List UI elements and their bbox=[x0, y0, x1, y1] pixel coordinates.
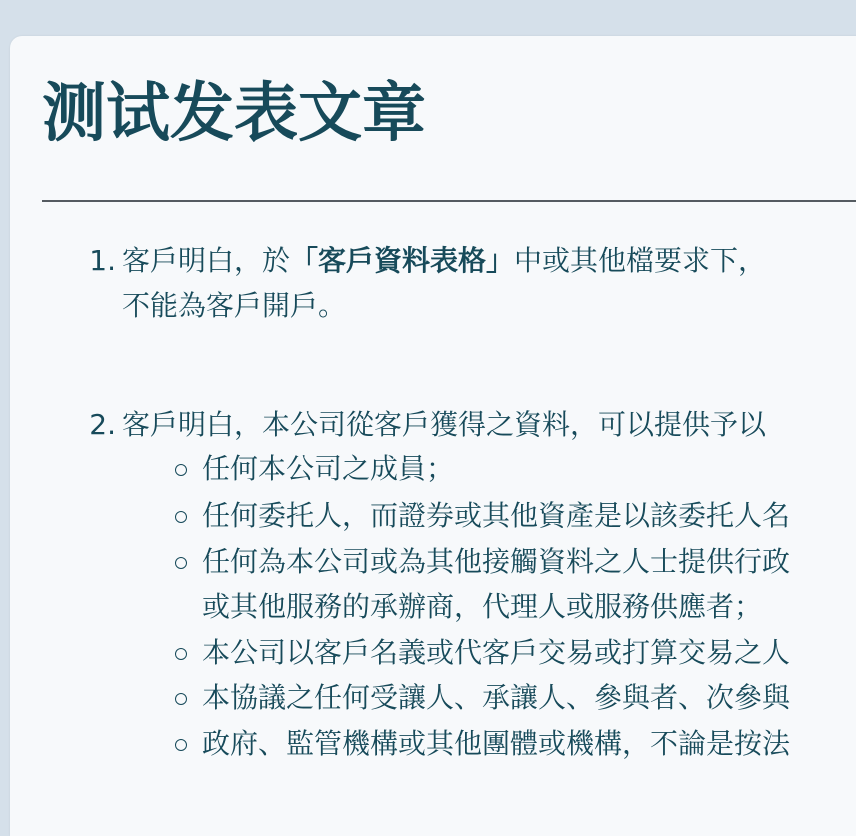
bullet-circle-icon bbox=[175, 557, 187, 569]
article-body bbox=[10, 36, 856, 836]
article-card bbox=[10, 36, 856, 836]
bullet-circle-icon bbox=[175, 739, 187, 751]
sub-list-item: 本公司以客戶名義或代客戶交易或打算交易之人 bbox=[202, 636, 791, 669]
list-item-text: 客戶明白，本公司從客戶獲得之資料，可以提供予以 bbox=[122, 408, 767, 441]
sub-list-item-continued: 或其他服務的承辦商，代理人或服務供應者； bbox=[202, 590, 763, 623]
sub-list-item: 本協議之任何受讓人、承讓人、參與者、次參與 bbox=[202, 681, 791, 714]
list-item-number: 1. bbox=[89, 244, 116, 277]
sub-list-item: 任何為本公司或為其他接觸資料之人士提供行政 bbox=[202, 545, 791, 578]
bullet-circle-icon bbox=[175, 464, 187, 476]
emphasized-term: 「客戶資料表格」 bbox=[290, 244, 515, 277]
list-item-number: 2. bbox=[89, 408, 116, 441]
bullet-circle-icon bbox=[175, 693, 187, 705]
sub-list-item: 任何委托人，而證券或其他資產是以該委托人名 bbox=[202, 499, 791, 532]
list-item-text-suffix: 中或其他檔要求下， bbox=[514, 244, 767, 277]
bullet-circle-icon bbox=[175, 511, 187, 523]
page-title: 测试发表文章 bbox=[42, 77, 426, 151]
list-item-text-continued: 不能為客戶開戶。 bbox=[122, 289, 347, 322]
sub-list-item: 任何本公司之成員； bbox=[202, 452, 455, 485]
bullet-circle-icon bbox=[175, 648, 187, 660]
list-item-text-prefix: 客戶明白，於 bbox=[122, 244, 291, 277]
sub-list-item: 政府、監管機構或其他團體或機構，不論是按法 bbox=[202, 727, 791, 760]
list-item-text bbox=[122, 242, 766, 279]
